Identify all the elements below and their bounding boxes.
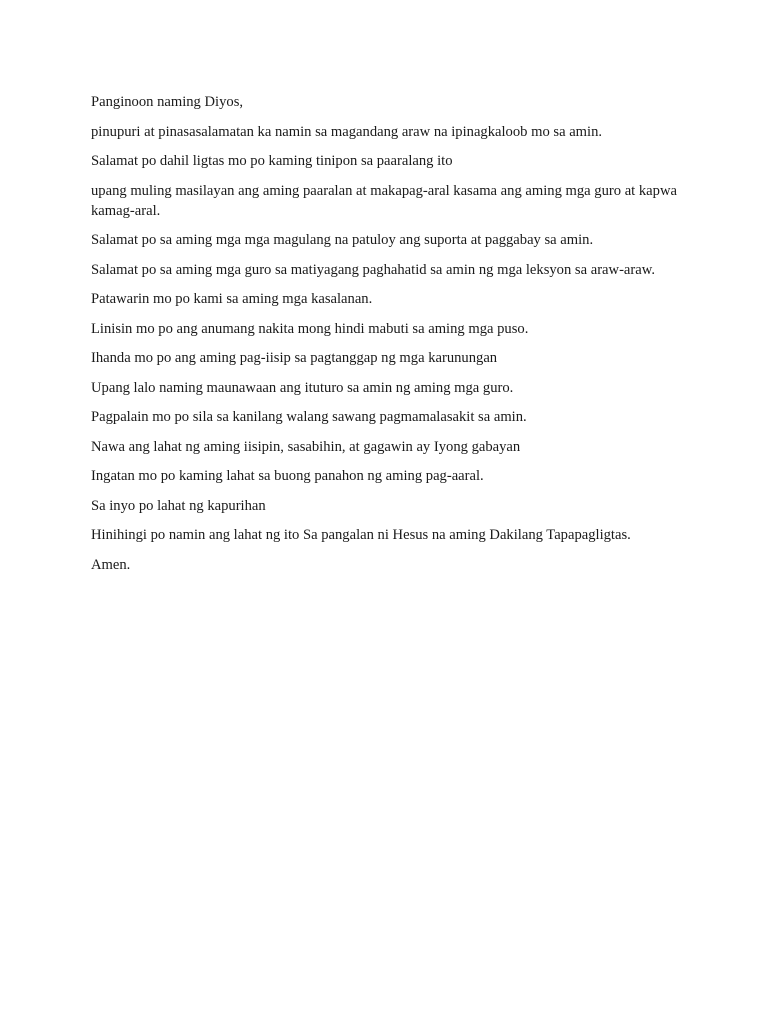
paragraph-greeting: Panginoon naming Diyos, bbox=[91, 94, 244, 110]
paragraph: Upang lalo naming maunawaan ang ituturo sa amin ng aming mga guro. bbox=[91, 379, 514, 396]
paragraph: Salamat po dahil ligtas mo po kaming tinipon sa paaralang ito bbox=[91, 153, 453, 169]
paragraph: Hinihingi po namin ang lahat ng ito Sa pangalan ni Hesus na aming Dakilang Tapapagligtas. bbox=[91, 527, 631, 543]
paragraph: Salamat po sa aming mga mga magulang na patuloy ang suporta at paggabay sa amin. bbox=[91, 232, 594, 248]
paragraph: Nawa ang lahat ng aming iisipin, sasabihin, at gagawin ay Iyong gabayan bbox=[91, 438, 521, 455]
paragraph: Ingatan mo po kaming lahat sa buong panahon ng aming pag-aaral. bbox=[91, 468, 484, 484]
paragraph: Linisin mo po ang anumang nakita mong hindi mabuti sa aming mga puso. bbox=[91, 320, 529, 337]
paragraph-closing: Amen. bbox=[91, 556, 131, 573]
paragraph: Patawarin mo po kami sa aming mga kasalanan. bbox=[91, 291, 373, 307]
paragraph: upang muling masilayan ang aming paaralan at makapag-aral kasama ang aming mga guro at kapwa kamag-aral. bbox=[91, 182, 677, 219]
paragraph: Pagpalain mo po sila sa kanilang walang sawang pagmamalasakit sa amin. bbox=[91, 409, 527, 425]
paragraph: Salamat po sa aming mga guro sa matiyagang paghahatid sa amin ng mga leksyon sa araw-araw. bbox=[91, 261, 655, 278]
paragraph: Ihanda mo po ang aming pag-iisip sa pagtanggap ng mga karunungan bbox=[91, 350, 498, 366]
paragraph: pinupuri at pinasasalamatan ka namin sa magandang araw na ipinagkaloob mo sa amin. bbox=[91, 123, 603, 140]
paragraph: Sa inyo po lahat ng kapurihan bbox=[91, 497, 266, 514]
document-body bbox=[91, 92, 686, 584]
